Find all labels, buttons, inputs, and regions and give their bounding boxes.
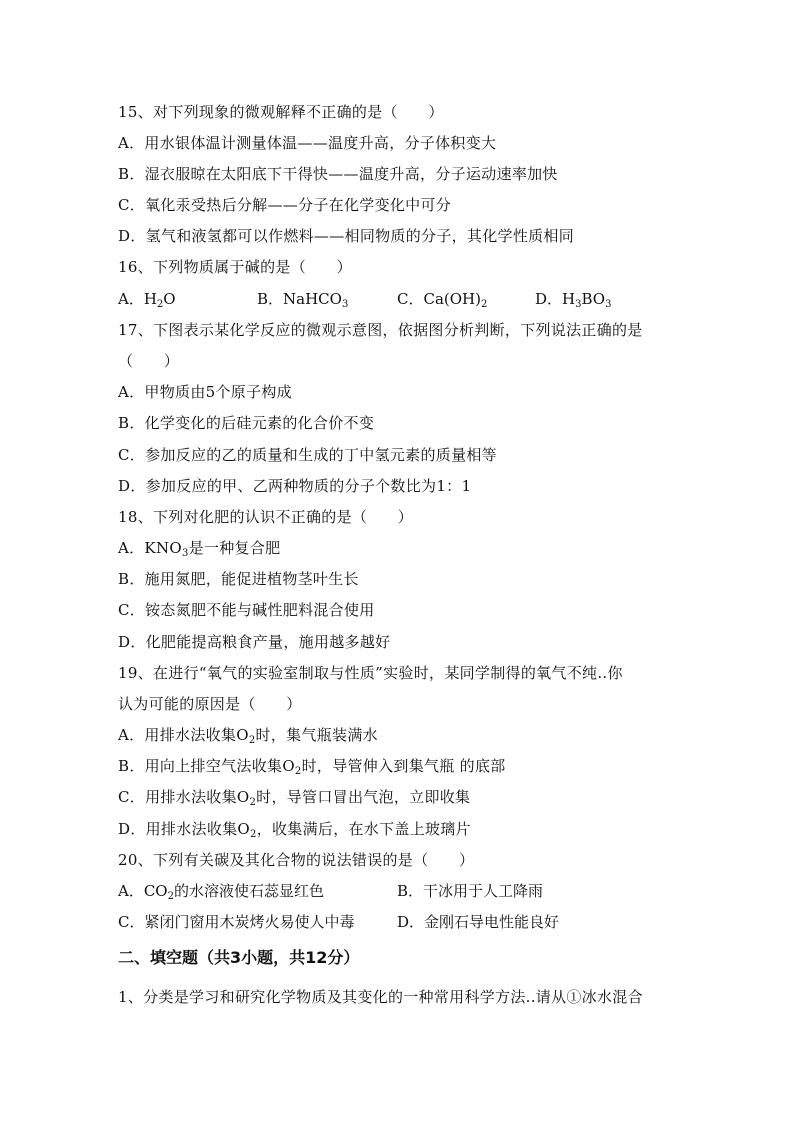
q19-stem-line2: 认为可能的原因是（ ） <box>118 695 302 713</box>
q15-option-b: B．湿衣服晾在太阳底下干得快——温度升高，分子运动速率加快 <box>118 165 558 183</box>
q15-option-c: C．氧化汞受热后分解——分子在化学变化中可分 <box>118 196 452 214</box>
q19-option-d: D．用排水法收集$O_2$，收集满后，在水下盖上玻璃片 <box>118 820 471 840</box>
q17-option-a: A．甲物质由5个原子构成 <box>118 383 292 401</box>
q20-option-d: D．金刚石导电性能良好 <box>397 913 560 931</box>
q18-option-d: D．化肥能提高粮食产量，施用越多越好 <box>118 633 391 651</box>
q18-stem: 18、下列对化肥的认识不正确的是（ ） <box>118 508 414 526</box>
q20-option-b: B．干冰用于人工降雨 <box>397 882 544 900</box>
q17-stem-line2: （ ） <box>118 352 180 370</box>
q15-stem: 15、对下列现象的微观解释不正确的是（ ） <box>118 103 444 121</box>
q19-stem-line1: 19、在进行“氧气的实验室制取与性质”实验时，某同学制得的氧气不纯..你 <box>118 664 623 682</box>
q16-stem: 16、下列物质属于碱的是（ ） <box>118 258 352 276</box>
q15-option-d: D．氢气和液氢都可以作燃料——相同物质的分子，其化学性质相同 <box>118 227 575 245</box>
q16-option-b: B．NaHCO$_3$ <box>257 290 349 310</box>
section-title-fill-in: 二、填空题（共3小题，共12分） <box>118 948 360 967</box>
q19-option-a: A．用排水法收集$O_2$时，集气瓶装满水 <box>118 726 378 746</box>
q17-option-c: C．参加反应的乙的质量和生成的丁中氢元素的质量相等 <box>118 446 497 464</box>
q17-option-d: D．参加反应的甲、乙两种物质的分子个数比为1：1 <box>118 477 472 495</box>
q17-option-b: B．化学变化的后硅元素的化合价不变 <box>118 414 375 432</box>
q18-option-b: B．施用氮肥，能促进植物茎叶生长 <box>118 570 359 588</box>
fill-question-1: 1、分类是学习和研究化学物质及其变化的一种常用科学方法..请从①冰水混合 <box>118 988 643 1006</box>
q16-option-c: C．$Ca(OH)_2$ <box>397 290 488 310</box>
q17-stem-line1: 17、下图表示某化学反应的微观示意图，依据图分析判断，下列说法正确的是 <box>118 321 643 339</box>
q20-stem: 20、下列有关碳及其化合物的说法错误的是（ ） <box>118 851 475 869</box>
q19-option-b: B．用向上排空气法收集$O_2$时，导管伸入到集气瓶 的底部 <box>118 757 506 777</box>
q19-option-c: C．用排水法收集$O_2$时，导管口冒出气泡，立即收集 <box>118 788 471 808</box>
q18-option-a: A．$KNO_3$是一种复合肥 <box>118 539 281 559</box>
q20-option-a: A．$CO_2$的水溶液使石蕊显红色 <box>118 882 324 902</box>
q16-option-a: A．$H_2O$ <box>118 290 176 310</box>
q20-option-c: C．紧闭门窗用木炭烤火易使人中毒 <box>118 913 355 931</box>
q15-option-a: A．用水银体温计测量体温——温度升高，分子体积变大 <box>118 134 497 152</box>
q18-option-c: C．铵态氮肥不能与碱性肥料混合使用 <box>118 601 375 619</box>
q16-option-d: D．$H_3BO_3$ <box>535 290 612 310</box>
